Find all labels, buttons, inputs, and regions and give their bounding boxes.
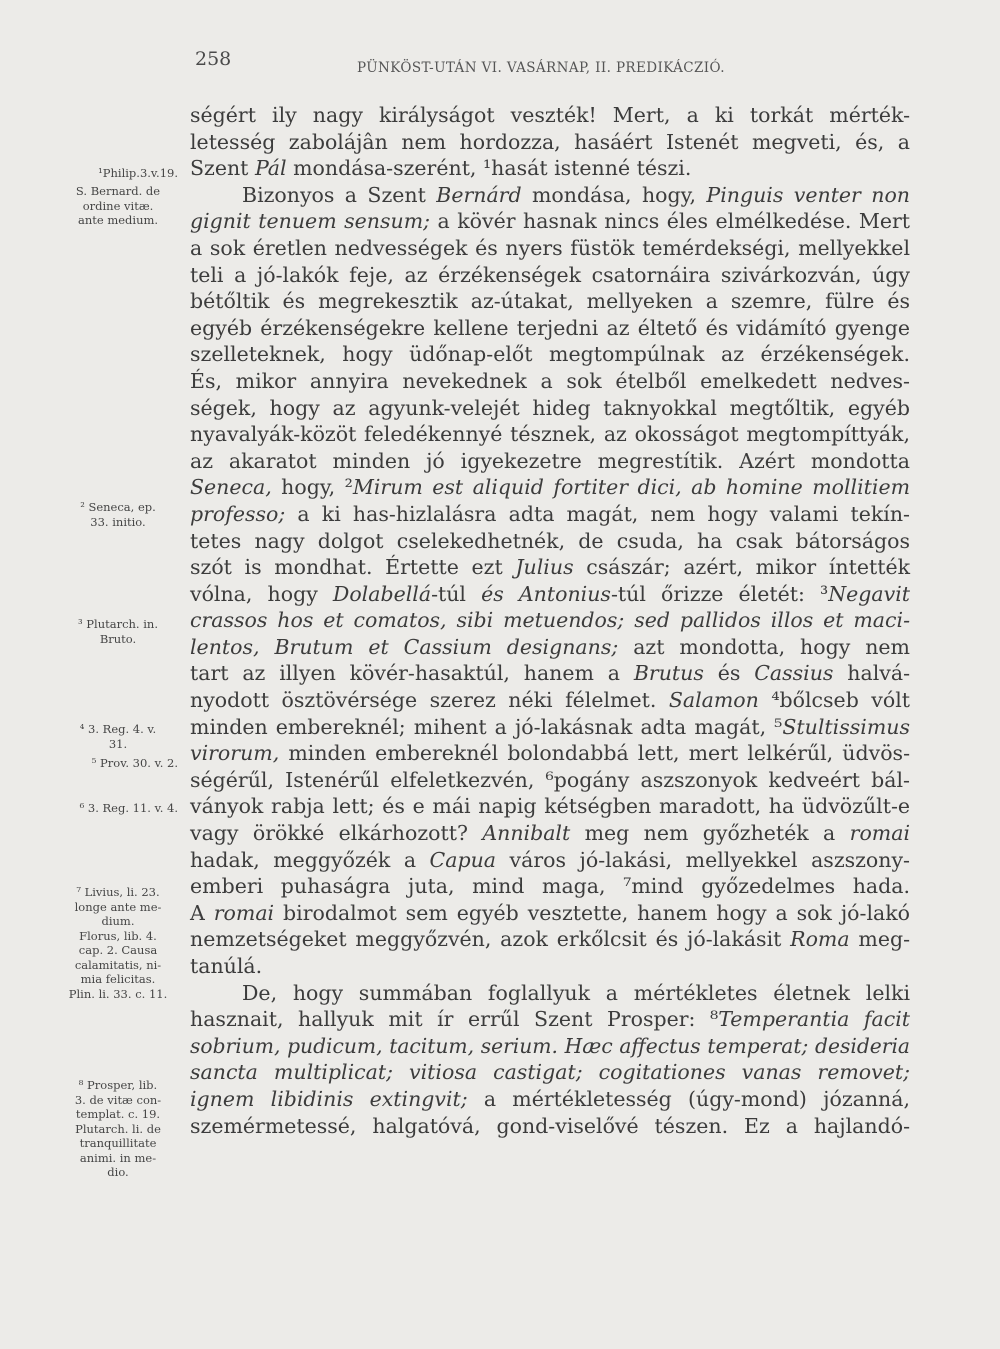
text-line: a sok éretlen nedvességek és nyers füstök temérdekségi, mellyekkel — [190, 235, 910, 260]
text-line: szót is mondhat. Értette ezt Julius császár; azért, mikor íntették — [190, 555, 911, 580]
text-line: crassos hos et comatos, sibi metuendos; sed pallidos illos et maci- — [190, 608, 910, 633]
main-text — [190, 102, 910, 1139]
text-line: Seneca, hogy, ²Mirum est aliquid fortiter dici, ab homine mollitiem — [190, 475, 911, 500]
text-line: A romai birodalmot sem egyéb vesztette, hanem hogy a sok jó-lakó — [190, 900, 910, 925]
text-line: tetes nagy dolgot cselekedhetnék, de csuda, ha csak bátorságos — [190, 528, 910, 553]
text-line: sobrium, pudicum, tacitum, serium. Hæc affectus temperat; desideria — [190, 1033, 910, 1058]
text-line: gignit tenuem sensum; a kövér hasnak nincs éles elmélkedése. Mert — [190, 209, 910, 234]
text-line: emberi puhaságra juta, mind maga, ⁷mind győzedelmes hada. — [190, 874, 910, 899]
text-line: nyavalyák-közöt feledékennyé tésznek, az okosságot megtompíttyák, — [190, 422, 910, 447]
text-line: tanúlá. — [190, 954, 263, 978]
text-line: sancta multiplicat; vitiosa castigat; cogitationes vanas removet; — [190, 1060, 910, 1085]
margin-note: ⁷ Livius, li. 23. longe ante me- dium. Florus, lib. 4. cap. 2. Causa calamitatis, ni- mia felicitas. Plin. li. 33. c. 11. — [68, 885, 168, 1001]
text-line: És, mikor annyira nevekednek a sok ételből emelkedett nedves- — [190, 368, 910, 393]
text-line: lentos, Brutum et Cassium designans; azt mondotta, hogy nem — [190, 634, 910, 659]
text-line: virorum, minden embereknél bolondabbá lett, mert lelkérűl, üdvös- — [190, 741, 910, 766]
text-line: minden embereknél; mihent a jó-lakásnak adta magát, ⁵Stultissimus — [190, 714, 910, 739]
text-line: szemérmetessé, halgatóvá, gond-viselővé tészen. Ez a hajlandó- — [190, 1113, 910, 1138]
text-line: ségérűl, Istenérűl elfeletkezvén, ⁶pogány aszszonyok kedveért bál- — [190, 767, 910, 792]
text-line: De, hogy summában foglallyuk a mértékletes életnek lelki — [242, 980, 910, 1005]
text-line: az akaratot minden jó igyekezetre megrestítik. Azért mondotta — [190, 448, 910, 473]
text-line: ványok rabja lett; és e mái napig kétségben maradott, ha üdvözűlt-e — [190, 794, 910, 819]
text-line: Bizonyos a Szent Bernárd mondása, hogy, Pinguis venter non — [242, 182, 911, 207]
page-header — [0, 0, 1000, 100]
text-line: bétőltik és megrekesztik az-útakat, mellyeken a szemre, fülre és — [190, 289, 910, 314]
text-line: hasznait, hallyuk mit ír errűl Szent Prosper: ⁸Temperantia facit — [190, 1007, 910, 1032]
text-line: professo; a ki has-hizlalásra adta magát, nem hogy valami tekín- — [190, 501, 910, 526]
text-line: vagy örökké elkárhozott? Annibalt meg nem győzheték a romai — [190, 821, 910, 846]
text-line: nemzetségeket meggyőzvén, azok erkőlcsit és jó-lakásit Roma meg- — [190, 927, 911, 952]
running-head: PÜNKÖST-UTÁN VI. VASÁRNAP, II. PREDIKÁCZIÓ. — [357, 60, 725, 76]
text-line: nyodott ösztövérsége szerez néki félelmet. Salamon ⁴bőlcseb vólt — [190, 688, 910, 713]
margin-note: ² Seneca, ep. 33. initio. — [80, 500, 156, 529]
text-line: letesség zabolájân nem hordozza, hasáért Istenét megveti, és, a — [190, 129, 910, 154]
text-line: egyéb érzékenségekre kellene terjedni az éltető és vidámító gyenge — [190, 315, 910, 340]
text-line: teli a jó-lakók feje, az érzékenségek csatornáira szivárkozván, úgy — [190, 262, 910, 287]
text-line: Szent Pál mondása-szerént, ¹hasát istenné tészi. — [190, 156, 692, 181]
margin-note: ⁶ 3. Reg. 11. v. 4. — [79, 801, 178, 815]
margin-note: ⁴ 3. Reg. 4. v. 31. — [79, 722, 157, 751]
page-number: 258 — [195, 48, 232, 70]
margin-note: ⁵ Prov. 30. v. 2. — [91, 756, 178, 770]
text-line: hadak, meggyőzék a Capua város jó-lakási, mellyekkel aszszony- — [190, 847, 910, 872]
text-line: ségek, hogy az agyunk-velejét hideg taknyokkal megtőltik, egyéb — [190, 395, 910, 420]
margin-note: S. Bernard. de ordine vitæ. ante medium. — [75, 184, 161, 227]
text-line: szelleteknek, hogy üdőnap-előt megtompúlnak az érzékenségek. — [190, 342, 910, 367]
margin-note: ⁸ Prosper, lib. 3. de vitæ con- templat. c. 19. Plutarch. li. de tranquillitate animi. in me- dio. — [74, 1078, 162, 1179]
text-line: ignem libidinis extingvit; a mértékletesség (úgy-mond) józanná, — [190, 1086, 910, 1111]
text-line: ségért ily nagy királyságot veszték! Mert, a ki torkát mérték- — [190, 103, 910, 127]
margin-note: ³ Plutarch. in. Bruto. — [78, 617, 158, 646]
text-line: tart az illyen kövér-hasaktúl, hanem a Brutus és Cassius halvá- — [190, 661, 911, 686]
margin-note: ¹Philip.3.v.19. — [98, 166, 178, 180]
text-line: vólna, hogy Dolabellá-túl és Antonius-túl őrizze életét: ³Negavit — [190, 581, 910, 606]
